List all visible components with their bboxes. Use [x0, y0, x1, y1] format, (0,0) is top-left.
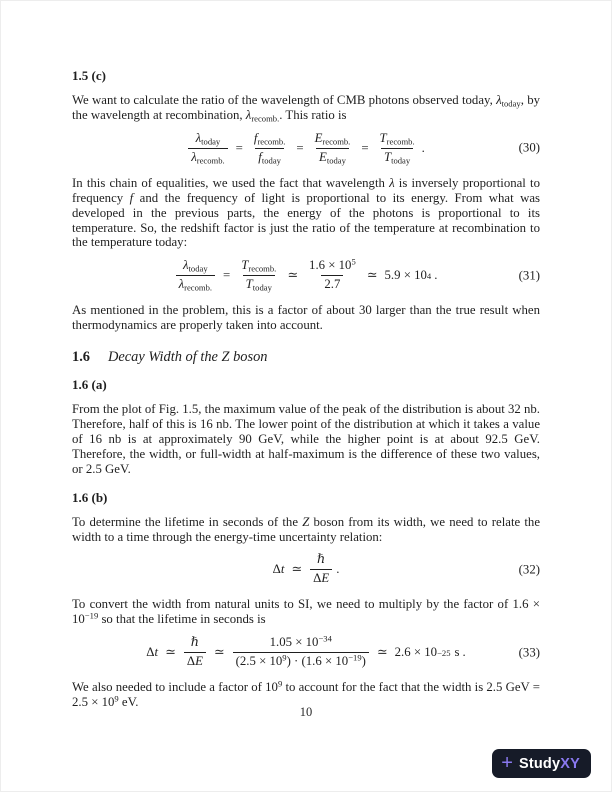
lambda-symbol: λ [245, 107, 252, 122]
subscript: recomb. [196, 155, 225, 166]
math-text: 1.6 × 10 [309, 258, 352, 273]
math-symbol: E [321, 571, 330, 586]
approx-sign: ≃ [376, 645, 388, 660]
approx-sign: ≃ [213, 645, 225, 660]
math-symbol: λ [182, 258, 189, 273]
fraction-denominator [243, 275, 275, 294]
fraction-numerator [251, 130, 288, 148]
fraction-numerator [306, 257, 359, 275]
text-run: so that the lifetime in seconds is [98, 612, 266, 627]
text-run: boson from its width, we need to relate the width to a time through the energy-time uncertainty relation: [72, 514, 540, 544]
text-run: To convert the width from natural units to SI, we need to multiply by the factor of 1.6 × 10 [72, 597, 540, 627]
math-symbol: f [253, 130, 258, 145]
paragraph-convert-units [72, 597, 540, 627]
equals-sign: = [296, 140, 304, 155]
fraction-denominator [381, 148, 413, 167]
math-symbol: λ [191, 149, 197, 164]
fraction [306, 257, 359, 294]
equation-number: (33) [518, 645, 540, 660]
delta-symbol: Δ [272, 562, 281, 577]
superscript: 9 [277, 678, 283, 689]
math-text: 1.05 × 10 [269, 635, 319, 650]
subscript: recomb. [322, 136, 351, 147]
delta-symbol: Δ [313, 571, 322, 586]
equation-32 [72, 551, 540, 588]
fraction-numerator [267, 634, 335, 652]
equation-31: $\frac{\lambda_{today}}{\lambda_{recomb.}}$ = $\frac{T_{recomb.}}{T_{today}}$ ≃ $\frac{1.6 \times 10^5}{2.7}$ ≃ 5.9 × 10 4 . (31) [72, 257, 540, 294]
equals-sign: = [223, 268, 231, 283]
math-symbol: T [241, 258, 249, 273]
fraction [310, 551, 332, 588]
studyxy-logo[interactable] [492, 749, 591, 778]
approx-sign: ≃ [287, 268, 299, 283]
math-text: 2.7 [324, 277, 341, 292]
paragraph-1-6-b-intro [72, 515, 540, 545]
logo-text-study: Study [518, 755, 561, 772]
section-heading-1-6 [72, 348, 540, 366]
fraction [233, 634, 369, 671]
math-text: 5.9 × 10 [384, 268, 427, 283]
fraction [176, 257, 215, 294]
text-run: and the frequency of light is proportional to its energy. From what was developed in the previous parts, the energy of the photons is proportional to its temperature. So, the redshift factor is just the ratio of the temperature at recombination to the temperature today: [72, 190, 541, 250]
equals-sign: = [235, 140, 243, 155]
equals-sign: = [361, 140, 369, 155]
period: . [434, 268, 438, 283]
text-run: , by the wavelength at recombination, [72, 93, 541, 122]
text-run: We also needed to include a factor of 10 [72, 680, 278, 695]
fraction [377, 130, 418, 167]
fraction-numerator [377, 130, 418, 148]
subscript: today [261, 155, 281, 166]
math-symbol: λ [195, 130, 202, 145]
math-text: ) [361, 654, 366, 669]
fraction-numerator [238, 257, 279, 275]
fraction [184, 634, 206, 671]
approx-sign: ≃ [366, 268, 378, 283]
math-symbol: f [258, 149, 262, 164]
equation-number: (32) [518, 562, 540, 577]
fraction-denominator [233, 652, 369, 671]
fraction [312, 130, 354, 167]
fraction-numerator [193, 130, 224, 148]
math-text: ) · (1.6 × 10 [286, 654, 349, 669]
fraction-numerator [314, 551, 328, 569]
lambda-symbol: λ [496, 93, 502, 107]
period: . [421, 140, 425, 155]
subscript: recomb. [257, 136, 286, 147]
math-symbol: T [379, 130, 387, 145]
section-number: 1.6 [72, 349, 90, 366]
delta-symbol: Δ [146, 645, 155, 660]
page-content [72, 68, 540, 715]
math-symbol: E [318, 149, 327, 164]
fraction-denominator [316, 148, 349, 167]
z-symbol: Z [302, 514, 310, 529]
superscript: −34 [318, 633, 332, 644]
fraction-denominator [321, 275, 343, 294]
superscript: −19 [84, 610, 99, 621]
math-symbol: λ [178, 277, 185, 292]
math-symbol: t [154, 645, 159, 660]
lambda-symbol: λ [389, 175, 395, 190]
subscript: recomb. [248, 263, 277, 274]
subscript: today [391, 155, 411, 166]
hbar-symbol: ℏ [190, 635, 199, 650]
paragraph-1-6-a: From the plot of Fig. 1.5, the maximum value of the peak of the distribution is about 32 nb. Therefore, half of this is 16 nb. The lower point of the distribution at which it takes a value of 16 nb is at approximately 90 GeV, while the higher point is at about 92.5 GeV. Therefore, the width, or full-width at half-maximum is the difference of these two values, or 2.5 GeV. [72, 402, 540, 476]
fraction-numerator [188, 634, 202, 652]
period: . [336, 562, 340, 577]
logo-text-xy: XY [560, 755, 580, 772]
text-run: To determine the lifetime in seconds of the [72, 514, 303, 529]
fraction-denominator [184, 652, 206, 671]
subscript: today [326, 155, 346, 166]
approx-sign: ≃ [291, 562, 303, 577]
subscript: today [201, 136, 221, 147]
paragraph-chain-of-equalities [72, 176, 540, 251]
period: . [462, 645, 466, 660]
math-symbol: E [195, 654, 203, 669]
equation-number: (30) [518, 140, 540, 155]
math-symbol: T [245, 277, 253, 292]
text-run: is inversely proportional to frequency [72, 175, 540, 205]
heading-1-5-c: 1.5 (c) [72, 68, 106, 83]
math-symbol: E [314, 130, 323, 145]
text-run: We want to calculate the ratio of the wavelength of CMB photons observed today, [72, 93, 497, 107]
heading-1-6-a: 1.6 (a) [72, 377, 107, 393]
fraction-denominator [255, 148, 284, 167]
page-number: 10 [299, 705, 313, 719]
subscript: recomb. [386, 136, 415, 147]
equation-33: Δ t ≃ $\frac{\text{ℏ}}{\Delta E}$ ≃ $\frac{1.05 \times 10^{-34}}{(2.5 \times 10^9) \cdot (1.6 \times 10^{-19})}$ ≃ 2.6 × 10 −25 s . (33) [72, 634, 540, 671]
fraction [188, 130, 227, 167]
fraction-denominator [310, 569, 332, 588]
math-symbol: t [280, 562, 285, 577]
unit-seconds: s [454, 645, 460, 660]
math-text: (2.5 × 10 [235, 654, 283, 669]
math-symbol: T [383, 149, 392, 164]
delta-symbol: Δ [186, 654, 196, 669]
subscript: today [501, 98, 521, 109]
heading-1-6-b: 1.6 (b) [72, 489, 108, 505]
superscript: −19 [348, 652, 362, 663]
section-title: Decay Width of the Z boson [108, 349, 268, 366]
paragraph-factor-30: As mentioned in the problem, this is a factor of about 30 larger than the true result when thermodynamics are properly taken into account. [72, 303, 540, 333]
math-text: 2.6 × 10 [394, 645, 438, 660]
fraction [251, 130, 288, 167]
equation-number: (31) [518, 268, 540, 283]
fraction-numerator [312, 130, 354, 148]
text-run: . This ratio is [279, 107, 347, 122]
subscript: recomb. [184, 282, 213, 293]
fraction-denominator [188, 148, 227, 167]
subscript: recomb. [251, 113, 280, 124]
fraction [238, 257, 279, 294]
subscript: today [188, 263, 208, 274]
text-run: to account for the fact that the width is 2.5 GeV = 2.5 × 10 [72, 680, 540, 710]
paragraph-1-5-c-intro [72, 93, 540, 123]
superscript: 9 [282, 652, 287, 663]
superscript: 5 [351, 256, 356, 267]
hbar-symbol: ℏ [317, 552, 326, 567]
f-symbol: f [129, 190, 134, 205]
subscript: today [252, 282, 272, 293]
approx-sign: ≃ [165, 645, 176, 660]
text-run: In this chain of equalities, we used the fact that wavelength [72, 175, 390, 190]
fraction-numerator [180, 257, 211, 275]
text-run: eV. [118, 695, 139, 710]
superscript: 9 [114, 693, 119, 704]
equation-30 [72, 130, 540, 167]
fraction-denominator [176, 275, 215, 294]
plus-icon: + [501, 751, 513, 774]
